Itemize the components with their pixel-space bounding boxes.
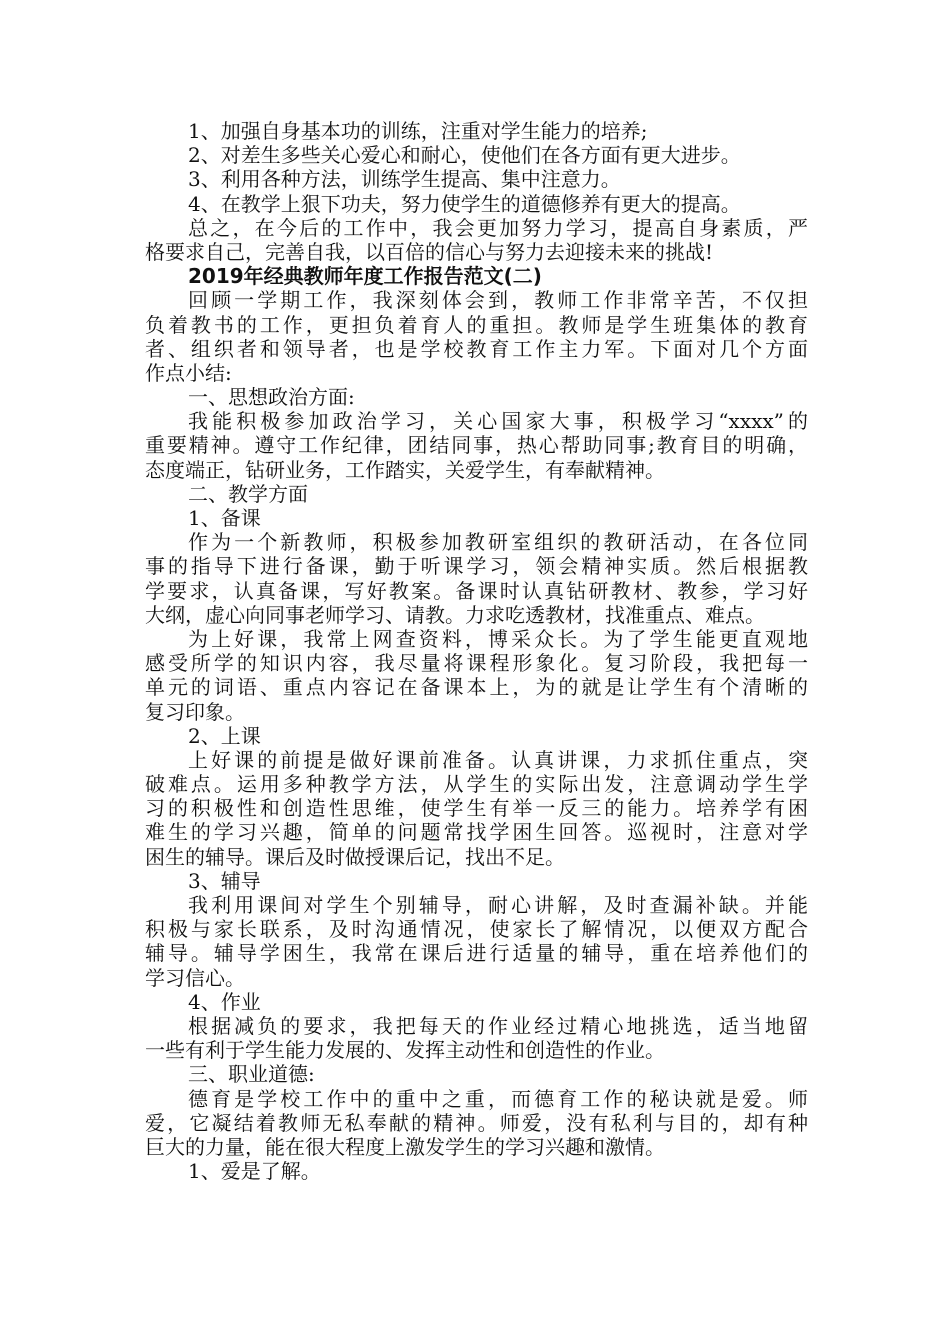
- text-line: 3、利用各种方法，训练学生提高、集中注意力。: [188, 167, 621, 192]
- text-line: 1、备课: [188, 506, 261, 530]
- text-line: 辅导。辅导学困生，我常在课后进行适量的辅导，重在培养他们的: [145, 941, 808, 966]
- text-line: 根据减负的要求，我把每天的作业经过精心地挑选，适当地留: [188, 1013, 808, 1038]
- section-heading: 2019年经典教师年度工作报告范文(二): [188, 264, 542, 289]
- text-line: 总之，在今后的工作中，我会更加努力学习，提高自身素质，严: [188, 215, 808, 240]
- text-line: 大纲，虚心向同事老师学习、请教。力求吃透教材，找准重点、难点。: [145, 602, 765, 627]
- text-line: 学要求，认真备课，写好教案。备课时认真钻研教材、教参，学习好: [145, 578, 808, 603]
- text-line: 态度端正，钻研业务，工作踏实，关爱学生，有奉献精神。: [145, 457, 665, 482]
- text-line: 习的积极性和创造性思维，使学生有举一反三的能力。培养学有困: [145, 796, 808, 821]
- text-line: 2、上课: [188, 723, 261, 748]
- text-line: 1、爱是了解。: [188, 1159, 321, 1184]
- text-line: 学习信心。: [145, 965, 245, 990]
- text-line: 4、在教学上狠下功夫，努力使学生的道德修养有更大的提高。: [188, 191, 741, 216]
- text-line: 作点小结:: [145, 360, 232, 385]
- text-line: 复习印象。: [145, 699, 245, 724]
- text-line: 3、辅导: [188, 868, 261, 893]
- text-line: 者、组织者和领导者，也是学校教育工作主力军。下面对几个方面: [145, 336, 808, 361]
- text-line: 上好课的前提是做好课前准备。认真讲课，力求抓住重点，突: [188, 747, 808, 772]
- text-line: 负着教书的工作，更担负着育人的重担。教师是学生班集体的教育: [145, 312, 808, 337]
- text-line: 一、思想政治方面:: [188, 385, 355, 410]
- text-line: 破难点。运用多种教学方法，从学生的实际出发，注意调动学生学: [145, 772, 808, 797]
- text-line: 感受所学的知识内容，我尽量将课程形象化。复习阶段，我把每一: [145, 651, 808, 676]
- text-line: 爱，它凝结着教师无私奉献的精神。师爱，没有私利与目的，却有种: [145, 1110, 808, 1135]
- text-line: 重要精神。遵守工作纪律，团结同事，热心帮助同事;教育目的明确，: [145, 433, 808, 458]
- text-line: 单元的词语、重点内容记在备课本上，为的就是让学生有个清晰的: [145, 675, 808, 700]
- text-line: 为上好课，我常上网查资料，博采众长。为了学生能更直观地: [188, 626, 808, 651]
- text-line: 我利用课间对学生个别辅导，耐心讲解，及时查漏补缺。并能: [188, 893, 808, 917]
- text-line: 一些有利于学生能力发展的、发挥主动性和创造性的作业。: [145, 1038, 665, 1063]
- text-line: 巨大的力量，能在很大程度上激发学生的学习兴趣和激情。: [145, 1134, 665, 1159]
- text-line: 回顾一学期工作，我深刻体会到，教师工作非常辛苦，不仅担: [188, 288, 808, 313]
- text-line: 德育是学校工作中的重中之重，而德育工作的秘诀就是爱。师: [188, 1086, 808, 1111]
- text-line: 事的指导下进行备课，勤于听课学习，领会精神实质。然后根据教: [145, 554, 808, 579]
- text-line: 1、加强自身基本功的训练，注重对学生能力的培养;: [188, 119, 648, 143]
- text-line: 三、职业道德:: [188, 1062, 315, 1087]
- text-line: 难生的学习兴趣，简单的问题常找学困生回答。巡视时，注意对学: [145, 820, 808, 845]
- text-line: 2、对差生多些关心爱心和耐心，使他们在各方面有更大进步。: [188, 143, 741, 168]
- text-line: 我能积极参加政治学习，关心国家大事，积极学习“xxxx”的: [188, 409, 808, 434]
- text-line: 格要求自己，完善自我，以百倍的信心与努力去迎接未来的挑战!: [145, 239, 714, 264]
- text-line: 困生的辅导。课后及时做授课后记，找出不足。: [145, 844, 565, 869]
- text-line: 作为一个新教师，积极参加教研室组织的教研活动，在各位同: [188, 530, 808, 555]
- text-line: 积极与家长联系，及时沟通情况，使家长了解情况，以便双方配合: [145, 917, 808, 942]
- text-line: 二、教学方面: [188, 481, 308, 506]
- text-line: 4、作业: [188, 989, 261, 1014]
